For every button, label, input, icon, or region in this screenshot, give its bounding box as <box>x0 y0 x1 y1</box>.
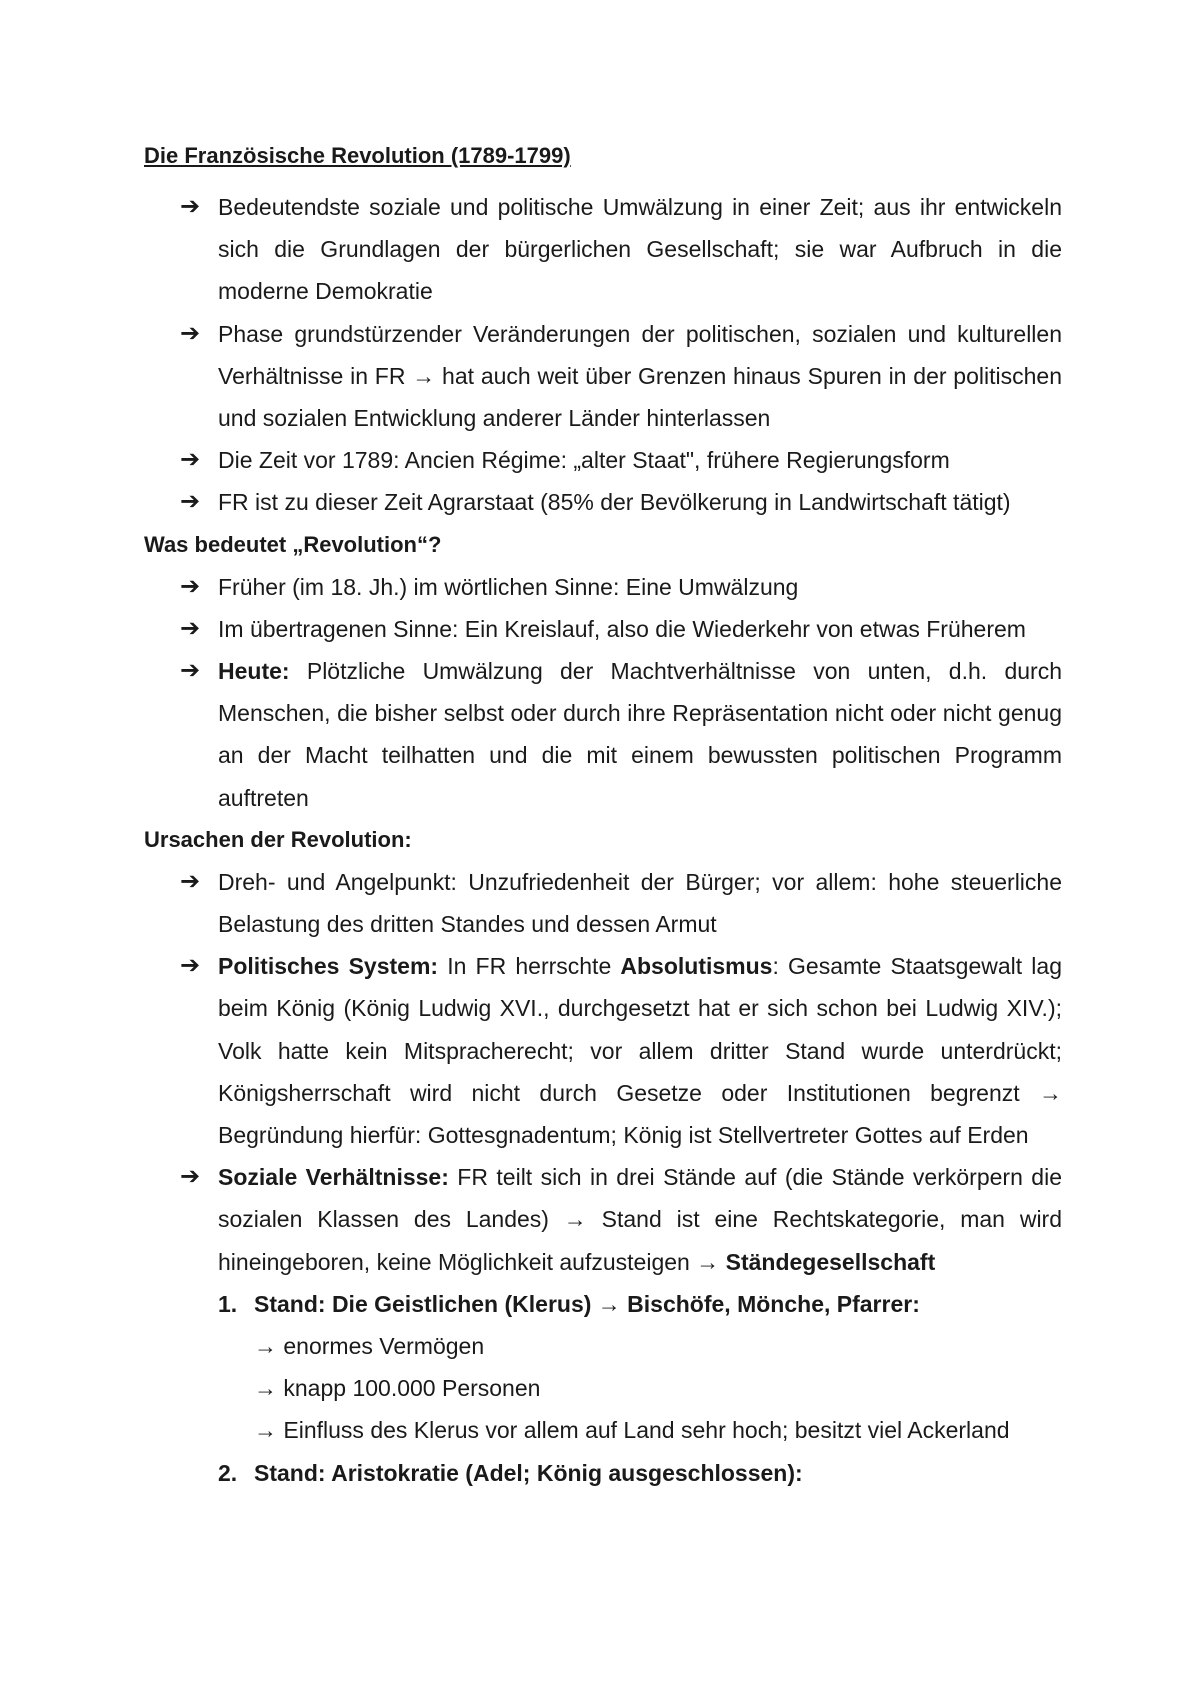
section-heading-revolution: Was bedeutet „Revolution“? <box>144 531 442 557</box>
list-item <box>144 650 1062 819</box>
list-item <box>144 313 1062 440</box>
list-item <box>144 945 1062 1156</box>
arrow-icon: ➔ <box>180 952 201 980</box>
bullet-text: Phase grundstürzender Veränderungen der politischen, sozialen und kulturellen Verhältnisse in FR → hat auch weit über Grenzen hinaus Spuren in der politischen und sozialen Entwicklung anderer Länder hinterlassen <box>218 320 1062 432</box>
revolution-list <box>144 566 1062 819</box>
document-page <box>144 140 1062 1494</box>
arrow-icon: ➔ <box>180 1163 201 1191</box>
bullet-emphasis: Ständegesellschaft <box>725 1248 936 1275</box>
bullet-text: : Gesamte Staatsgewalt lag beim König (König Ludwig XVI., durchgesetzt hat er sich schon bei Ludwig XIV.); Volk hatte kein Mitspracherecht; vor allem dritter Stand wurde unterdrückt; Königsherrschaft wird nicht durch Gesetze oder Institutionen begrenzt → Begründung hierfür: Gottesgnadentum; König ist Stellvertreter Gottes auf Erden <box>218 953 1062 1149</box>
stands-list <box>144 1283 1062 1494</box>
stand-detail: → Einfluss des Klerus vor allem auf Land sehr hoch; besitzt viel Ackerland <box>254 1417 1010 1444</box>
stand-number: 2. <box>218 1459 238 1486</box>
arrow-icon: ➔ <box>180 572 201 600</box>
bullet-label: Politisches System: <box>218 953 439 980</box>
list-item <box>144 608 1062 650</box>
list-item <box>144 861 1062 945</box>
page-title: Die Französische Revolution (1789-1799) <box>144 143 571 168</box>
causes-list <box>144 861 1062 1283</box>
stand-detail: → enormes Vermögen <box>254 1333 485 1360</box>
bullet-text: In FR herrschte <box>438 953 621 980</box>
bullet-label: Heute: <box>218 658 290 685</box>
bullet-label: Soziale Verhältnisse: <box>218 1164 449 1191</box>
arrow-icon: ➔ <box>180 193 201 220</box>
bullet-text: Dreh- und Angelpunkt: Unzufriedenheit der Bürger; vor allem: hohe steuerliche Belastung des dritten Standes und dessen Armut <box>218 868 1062 938</box>
list-item <box>144 1156 1062 1283</box>
stand-item <box>144 1283 1062 1452</box>
bullet-text: Früher (im 18. Jh.) im wörtlichen Sinne: Eine Umwälzung <box>218 573 799 600</box>
stand-number: 1. <box>218 1290 238 1317</box>
list-item <box>144 439 1062 481</box>
stand-label: Stand: Aristokratie (Adel; König ausgeschlossen): <box>254 1459 803 1486</box>
stand-label: Stand: Die Geistlichen (Klerus) → Bischöfe, Mönche, Pfarrer: <box>254 1290 920 1317</box>
bullet-text: Plötzliche Umwälzung der Machtverhältnisse von unten, d.h. durch Menschen, die bisher selbst oder durch ihre Repräsentation nicht oder nicht genug an der Macht teilhatten und die mit einem bewussten politischen Programm auftreten <box>218 658 1062 811</box>
stand-detail: → knapp 100.000 Personen <box>254 1375 541 1402</box>
bullet-text: Im übertragenen Sinne: Ein Kreislauf, also die Wiederkehr von etwas Früherem <box>218 615 1026 642</box>
bullet-emphasis: Absolutismus <box>620 953 773 980</box>
list-item <box>144 186 1062 313</box>
arrow-icon: ➔ <box>180 614 201 642</box>
list-item <box>144 481 1062 523</box>
bullet-text: FR ist zu dieser Zeit Agrarstaat (85% der Bevölkerung in Landwirtschaft tätigt) <box>218 489 1011 516</box>
section-heading-causes: Ursachen der Revolution: <box>144 826 412 852</box>
list-item <box>144 566 1062 608</box>
bullet-text: FR teilt sich in drei Stände auf (die Stände verkörpern die sozialen Klassen des Landes) → Stand ist eine Rechtskategorie, man wird hineingeboren, keine Möglichkeit aufzusteigen → <box>218 1164 1062 1275</box>
intro-list <box>144 186 1062 524</box>
arrow-icon: ➔ <box>180 867 201 895</box>
arrow-icon: ➔ <box>180 446 201 474</box>
arrow-icon: ➔ <box>180 657 201 685</box>
stand-item <box>144 1452 1062 1494</box>
bullet-text: Die Zeit vor 1789: Ancien Régime: „alter Staat", frühere Regierungsform <box>218 447 950 474</box>
arrow-icon: ➔ <box>180 488 201 516</box>
bullet-text: Bedeutendste soziale und politische Umwälzung in einer Zeit; aus ihr entwickeln sich die Grundlagen der bürgerlichen Gesellschaft; sie war Aufbruch in die moderne Demokratie <box>218 194 1062 305</box>
arrow-icon: ➔ <box>180 319 201 347</box>
